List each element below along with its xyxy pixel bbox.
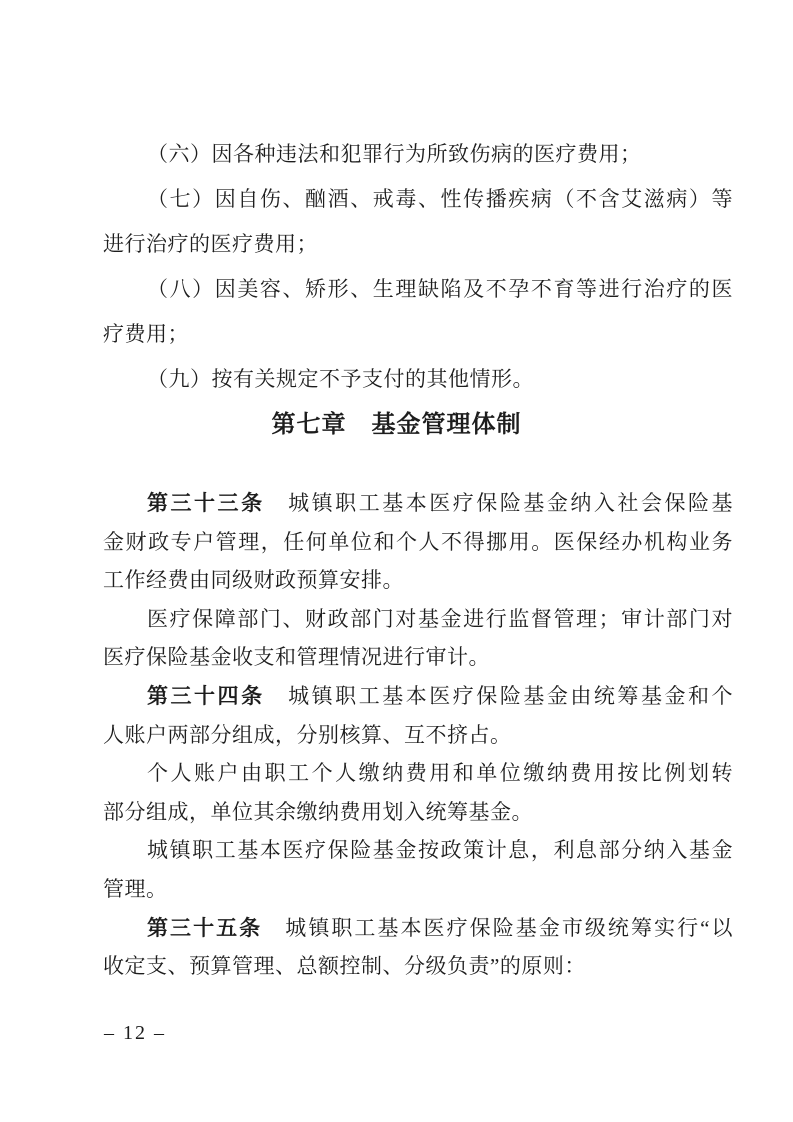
line-text: 进行治疗的医疗费用； <box>103 232 318 256</box>
line-text: 部分组成，单位其余缴纳费用划入统筹基金。 <box>103 799 533 824</box>
text-line <box>103 523 733 562</box>
text-line <box>103 132 733 177</box>
text-line <box>103 484 733 523</box>
text-line <box>103 677 733 716</box>
line-text: （七）因自伤、酗酒、戒毒、性传播疾病（不含艾滋病）等 <box>147 187 733 211</box>
line-text: 人账户两部分组成，分别核算、互不挤占。 <box>103 722 512 747</box>
text-line <box>103 831 733 870</box>
line-text: 疗费用； <box>103 322 189 346</box>
text-line <box>103 947 733 986</box>
article-number: 第三十三条 <box>147 492 265 515</box>
chapter-body-section <box>103 484 733 986</box>
text-line <box>103 909 733 948</box>
article-number: 第三十五条 <box>147 916 263 940</box>
text-line <box>103 357 733 402</box>
text-line <box>103 312 733 357</box>
text-line <box>103 177 733 222</box>
text-line <box>103 638 733 677</box>
line-text: 管理。 <box>103 876 168 901</box>
chapter-heading: 第七章 基金管理体制 <box>271 411 522 438</box>
line-text: （八）因美容、矫形、生理缺陷及不孕不育等进行治疗的医 <box>147 277 733 301</box>
line-text: 医疗保险基金收支和管理情况进行审计。 <box>103 645 490 670</box>
line-text: 金财政专户管理，任何单位和个人不得挪用。医保经办机构业务 <box>103 529 733 554</box>
text-line <box>103 870 733 909</box>
page-number: – 12 – <box>104 1022 166 1044</box>
line-text: 城镇职工基本医疗保险基金由统筹基金和个 <box>264 683 733 708</box>
text-line <box>103 754 733 793</box>
line-text: （九）按有关规定不予支付的其他情形。 <box>147 367 534 391</box>
text-line <box>103 600 733 639</box>
line-text: 个人账户由职工个人缴纳费用和单位缴纳费用按比例划转 <box>147 761 733 786</box>
text-line <box>103 793 733 832</box>
article-number: 第三十四条 <box>147 684 265 708</box>
line-text: 收定支、预算管理、总额控制、分级负责”的原则： <box>103 954 586 979</box>
exclusion-list-section <box>103 132 733 402</box>
line-text: 工作经费由同级财政预算安排。 <box>103 568 404 593</box>
line-text: 城镇职工基本医疗保险基金市级统筹实行“以 <box>262 915 733 940</box>
text-line <box>103 561 733 600</box>
line-text: 城镇职工基本医疗保险基金按政策计息，利息部分纳入基金 <box>147 838 733 863</box>
line-text: （六）因各种违法和犯罪行为所致伤病的医疗费用； <box>147 142 642 166</box>
line-text: 医疗保障部门、财政部门对基金进行监督管理；审计部门对 <box>147 606 733 631</box>
line-text: 城镇职工基本医疗保险基金纳入社会保险基 <box>264 491 733 515</box>
text-line <box>103 222 733 267</box>
text-line <box>103 267 733 312</box>
text-line <box>103 716 733 755</box>
